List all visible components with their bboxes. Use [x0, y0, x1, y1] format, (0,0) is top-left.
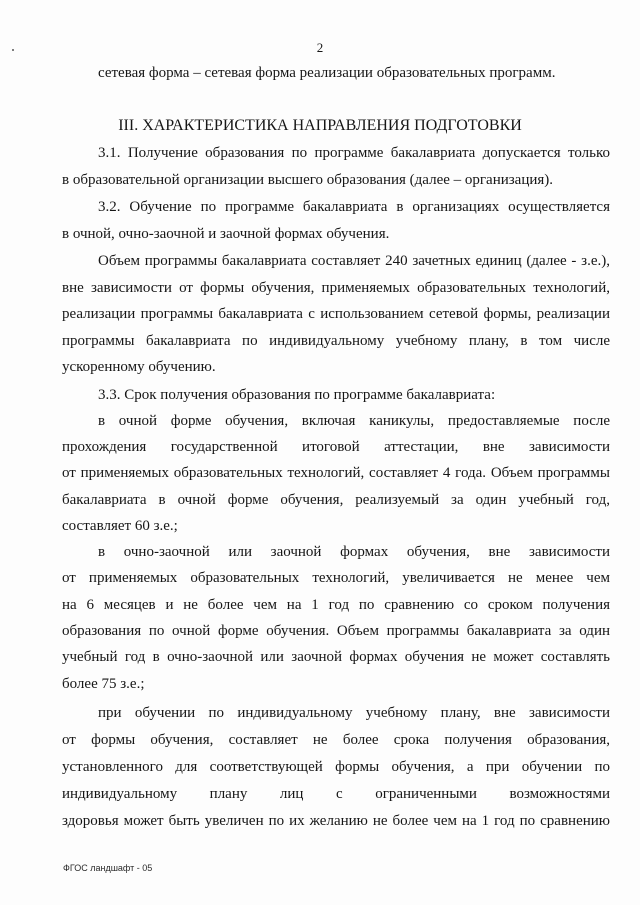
paragraph-3-1-line-1: 3.1. Получение образования по программе бакалавриата допускается только	[98, 145, 610, 161]
part-time-line-2: от применяемых образовательных технологий, увеличивается не менее чем	[62, 570, 610, 586]
full-time-line-2: прохождения государственной итоговой аттестации, вне зависимости	[62, 439, 610, 455]
part-time-line-3: на 6 месяцев и не более чем на 1 год по сравнению со сроком получения	[62, 597, 610, 613]
paragraph-volume-line-3: реализации программы бакалавриата с использованием сетевой формы, реализации	[62, 306, 610, 322]
full-time-line-1: в очной форме обучения, включая каникулы, предоставляемые после	[98, 413, 610, 429]
paragraph-volume-line-4: программы бакалавриата по индивидуальному учебному плану, в том числе	[62, 333, 610, 349]
paragraph-3-2-line-1: 3.2. Обучение по программе бакалавриата в организациях осуществляется	[98, 199, 610, 215]
text-line-definition: сетевая форма – сетевая форма реализации образовательных программ.	[98, 65, 556, 81]
part-time-line-1: в очно-заочной или заочной формах обучения, вне зависимости	[98, 544, 610, 560]
paragraph-volume-line-5: ускоренному обучению.	[62, 359, 216, 375]
individual-plan-line-2: от формы обучения, составляет не более срока получения образования,	[62, 732, 610, 748]
part-time-line-5: учебный год в очно-заочной или заочной формах обучения не может составлять	[62, 649, 610, 665]
full-time-line-4: бакалавриата в очной форме обучения, реализуемый за один учебный год,	[62, 492, 610, 508]
full-time-line-5: составляет 60 з.е.;	[62, 518, 178, 534]
full-time-line-3: от применяемых образовательных технологий, составляет 4 года. Объем программы	[62, 465, 610, 481]
paragraph-volume-line-2: вне зависимости от формы обучения, применяемых образовательных технологий,	[62, 280, 610, 296]
paragraph-3-1-line-2: в образовательной организации высшего образования (далее – организация).	[62, 172, 554, 188]
footer-code: ФГОС ландшафт - 05	[63, 863, 153, 873]
individual-plan-line-3: установленного для соответствующей формы обучения, а при обучении по	[62, 759, 610, 775]
individual-plan-line-5: здоровья может быть увеличен по их желанию не более чем на 1 год по сравнению	[62, 813, 610, 829]
paragraph-3-2-line-2: в очной, очно-заочной и заочной формах обучения.	[62, 226, 390, 242]
individual-plan-line-4: индивидуальному плану лиц с ограниченными возможностями	[62, 786, 610, 802]
part-time-line-4: образования по очной форме обучения. Объем программы бакалавриата за один	[62, 623, 610, 639]
paragraph-3-3-line-1: 3.3. Срок получения образования по программе бакалавриата:	[98, 387, 496, 403]
section-heading: III. ХАРАКТЕРИСТИКА НАПРАВЛЕНИЯ ПОДГОТОВКИ	[118, 117, 522, 134]
individual-plan-line-1: при обучении по индивидуальному учебному плану, вне зависимости	[98, 705, 610, 721]
page-number: 2	[316, 40, 324, 55]
part-time-line-6: более 75 з.е.;	[62, 676, 145, 692]
paragraph-volume-line-1: Объем программы бакалавриата составляет 240 зачетных единиц (далее - з.е.),	[98, 253, 610, 269]
